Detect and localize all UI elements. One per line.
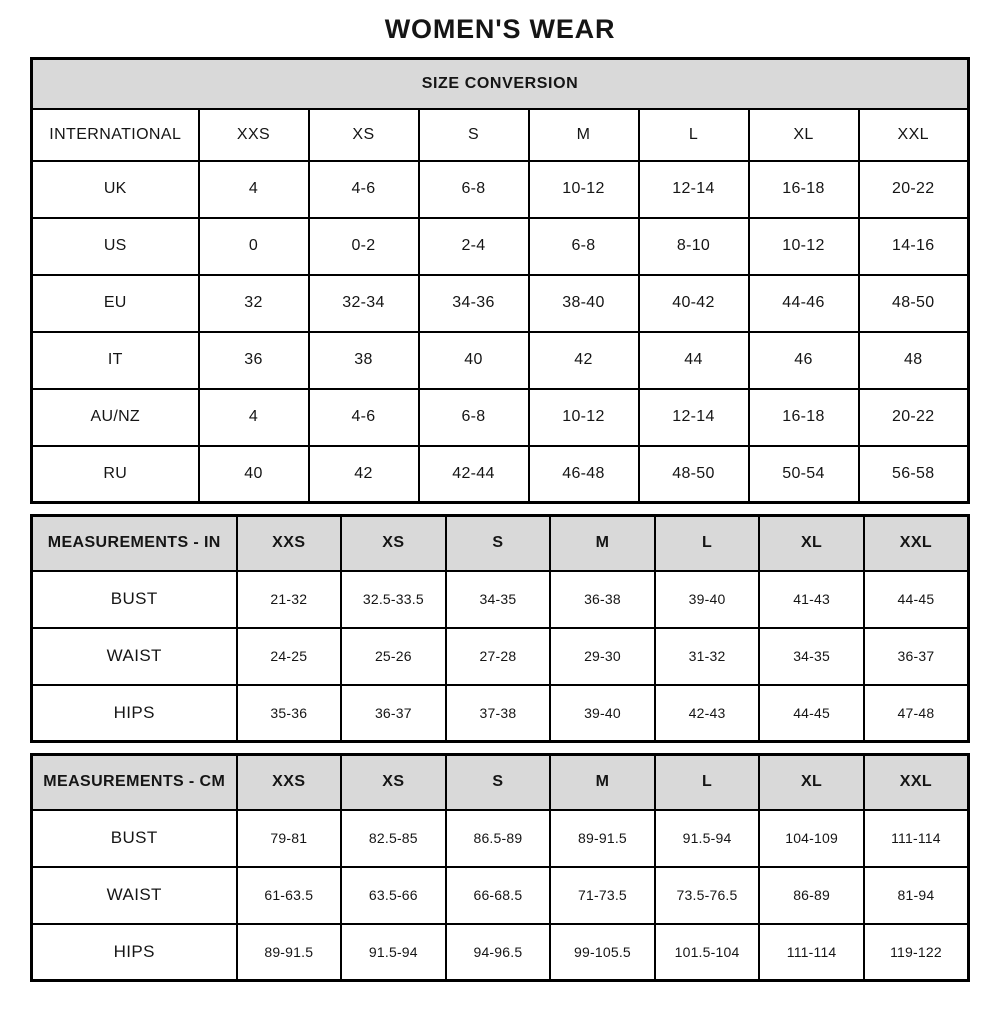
value-cell: 91.5-94 — [655, 810, 760, 867]
measurements-in-table — [30, 514, 970, 743]
value-cell: 32-34 — [309, 275, 419, 332]
row-label: EU — [32, 275, 199, 332]
value-cell: 8-10 — [639, 218, 749, 275]
value-cell: 34-35 — [759, 628, 864, 685]
value-cell: 38 — [309, 332, 419, 389]
row-label: RU — [32, 446, 199, 503]
value-cell: 44 — [639, 332, 749, 389]
value-cell: 44-46 — [749, 275, 859, 332]
table-row — [32, 924, 969, 981]
value-cell: 35-36 — [237, 685, 342, 742]
value-cell: 86.5-89 — [446, 810, 551, 867]
value-cell: 12-14 — [639, 389, 749, 446]
value-cell: 36-37 — [341, 685, 446, 742]
column-header-s: S — [419, 109, 529, 161]
value-cell: 10-12 — [749, 218, 859, 275]
column-header-l: L — [655, 516, 760, 571]
table-row — [32, 628, 969, 685]
value-cell: 20-22 — [859, 389, 969, 446]
value-cell: 86-89 — [759, 867, 864, 924]
value-cell: 32 — [199, 275, 309, 332]
table-row — [32, 275, 969, 332]
value-cell: 42 — [309, 446, 419, 503]
value-cell: 91.5-94 — [341, 924, 446, 981]
value-cell: 81-94 — [864, 867, 969, 924]
value-cell: 48-50 — [639, 446, 749, 503]
value-cell: 56-58 — [859, 446, 969, 503]
value-cell: 41-43 — [759, 571, 864, 628]
column-header-m: M — [550, 755, 655, 810]
value-cell: 37-38 — [446, 685, 551, 742]
value-cell: 48-50 — [859, 275, 969, 332]
value-cell: 34-36 — [419, 275, 529, 332]
value-cell: 6-8 — [529, 218, 639, 275]
value-cell: 89-91.5 — [550, 810, 655, 867]
corner-header: MEASUREMENTS - IN — [32, 516, 237, 571]
table-banner: SIZE CONVERSION — [32, 59, 969, 109]
row-label: HIPS — [32, 685, 237, 742]
table-row — [32, 685, 969, 742]
value-cell: 36-37 — [864, 628, 969, 685]
value-cell: 44-45 — [864, 571, 969, 628]
column-header-xxl: XXL — [864, 755, 969, 810]
value-cell: 40 — [199, 446, 309, 503]
value-cell: 39-40 — [655, 571, 760, 628]
column-header-l: L — [639, 109, 749, 161]
value-cell: 42 — [529, 332, 639, 389]
value-cell: 0 — [199, 218, 309, 275]
value-cell: 20-22 — [859, 161, 969, 218]
size-conversion-table — [30, 57, 970, 504]
value-cell: 47-48 — [864, 685, 969, 742]
column-header-xxl: XXL — [864, 516, 969, 571]
column-header-xxl: XXL — [859, 109, 969, 161]
value-cell: 111-114 — [759, 924, 864, 981]
value-cell: 40-42 — [639, 275, 749, 332]
value-cell: 50-54 — [749, 446, 859, 503]
value-cell: 79-81 — [237, 810, 342, 867]
value-cell: 39-40 — [550, 685, 655, 742]
value-cell: 10-12 — [529, 161, 639, 218]
column-header-xxs: XXS — [237, 755, 342, 810]
value-cell: 104-109 — [759, 810, 864, 867]
header-row — [32, 109, 969, 161]
row-label: BUST — [32, 810, 237, 867]
page-title: WOMEN'S WEAR — [384, 14, 616, 44]
column-header-xxs: XXS — [199, 109, 309, 161]
value-cell: 31-32 — [655, 628, 760, 685]
value-cell: 0-2 — [309, 218, 419, 275]
row-label: WAIST — [32, 867, 237, 924]
row-label: UK — [32, 161, 199, 218]
value-cell: 4 — [199, 389, 309, 446]
column-header-xs: XS — [341, 516, 446, 571]
table-row — [32, 571, 969, 628]
column-header-m: M — [529, 109, 639, 161]
table-row — [32, 218, 969, 275]
column-header-s: S — [446, 755, 551, 810]
value-cell: 10-12 — [529, 389, 639, 446]
value-cell: 25-26 — [341, 628, 446, 685]
banner-row — [32, 59, 969, 109]
row-label: IT — [32, 332, 199, 389]
value-cell: 38-40 — [529, 275, 639, 332]
table-row — [32, 389, 969, 446]
value-cell: 32.5-33.5 — [341, 571, 446, 628]
value-cell: 71-73.5 — [550, 867, 655, 924]
value-cell: 42-43 — [655, 685, 760, 742]
value-cell: 24-25 — [237, 628, 342, 685]
value-cell: 99-105.5 — [550, 924, 655, 981]
value-cell: 94-96.5 — [446, 924, 551, 981]
column-header-xxs: XXS — [237, 516, 342, 571]
value-cell: 111-114 — [864, 810, 969, 867]
column-header-xl: XL — [759, 755, 864, 810]
value-cell: 29-30 — [550, 628, 655, 685]
column-header-xl: XL — [759, 516, 864, 571]
column-header-xs: XS — [341, 755, 446, 810]
table-row — [32, 867, 969, 924]
value-cell: 4-6 — [309, 161, 419, 218]
row-label: BUST — [32, 571, 237, 628]
value-cell: 21-32 — [237, 571, 342, 628]
table-row — [32, 446, 969, 503]
value-cell: 42-44 — [419, 446, 529, 503]
value-cell: 16-18 — [749, 389, 859, 446]
value-cell: 101.5-104 — [655, 924, 760, 981]
value-cell: 36 — [199, 332, 309, 389]
value-cell: 4 — [199, 161, 309, 218]
header-row — [32, 516, 969, 571]
corner-header: INTERNATIONAL — [32, 109, 199, 161]
value-cell: 46-48 — [529, 446, 639, 503]
column-header-m: M — [550, 516, 655, 571]
value-cell: 44-45 — [759, 685, 864, 742]
corner-header: MEASUREMENTS - CM — [32, 755, 237, 810]
value-cell: 16-18 — [749, 161, 859, 218]
row-label: WAIST — [32, 628, 237, 685]
value-cell: 82.5-85 — [341, 810, 446, 867]
value-cell: 40 — [419, 332, 529, 389]
value-cell: 36-38 — [550, 571, 655, 628]
column-header-s: S — [446, 516, 551, 571]
column-header-xs: XS — [309, 109, 419, 161]
value-cell: 4-6 — [309, 389, 419, 446]
value-cell: 119-122 — [864, 924, 969, 981]
row-label: HIPS — [32, 924, 237, 981]
header-row — [32, 755, 969, 810]
value-cell: 73.5-76.5 — [655, 867, 760, 924]
value-cell: 14-16 — [859, 218, 969, 275]
column-header-xl: XL — [749, 109, 859, 161]
row-label: US — [32, 218, 199, 275]
size-chart-container — [30, 57, 970, 982]
row-label: AU/NZ — [32, 389, 199, 446]
value-cell: 2-4 — [419, 218, 529, 275]
value-cell: 89-91.5 — [237, 924, 342, 981]
value-cell: 61-63.5 — [237, 867, 342, 924]
value-cell: 6-8 — [419, 389, 529, 446]
value-cell: 34-35 — [446, 571, 551, 628]
value-cell: 46 — [749, 332, 859, 389]
value-cell: 48 — [859, 332, 969, 389]
table-row — [32, 810, 969, 867]
column-header-l: L — [655, 755, 760, 810]
value-cell: 63.5-66 — [341, 867, 446, 924]
table-row — [32, 161, 969, 218]
value-cell: 12-14 — [639, 161, 749, 218]
table-row — [32, 332, 969, 389]
value-cell: 66-68.5 — [446, 867, 551, 924]
measurements-cm-table — [30, 753, 970, 982]
value-cell: 27-28 — [446, 628, 551, 685]
value-cell: 6-8 — [419, 161, 529, 218]
